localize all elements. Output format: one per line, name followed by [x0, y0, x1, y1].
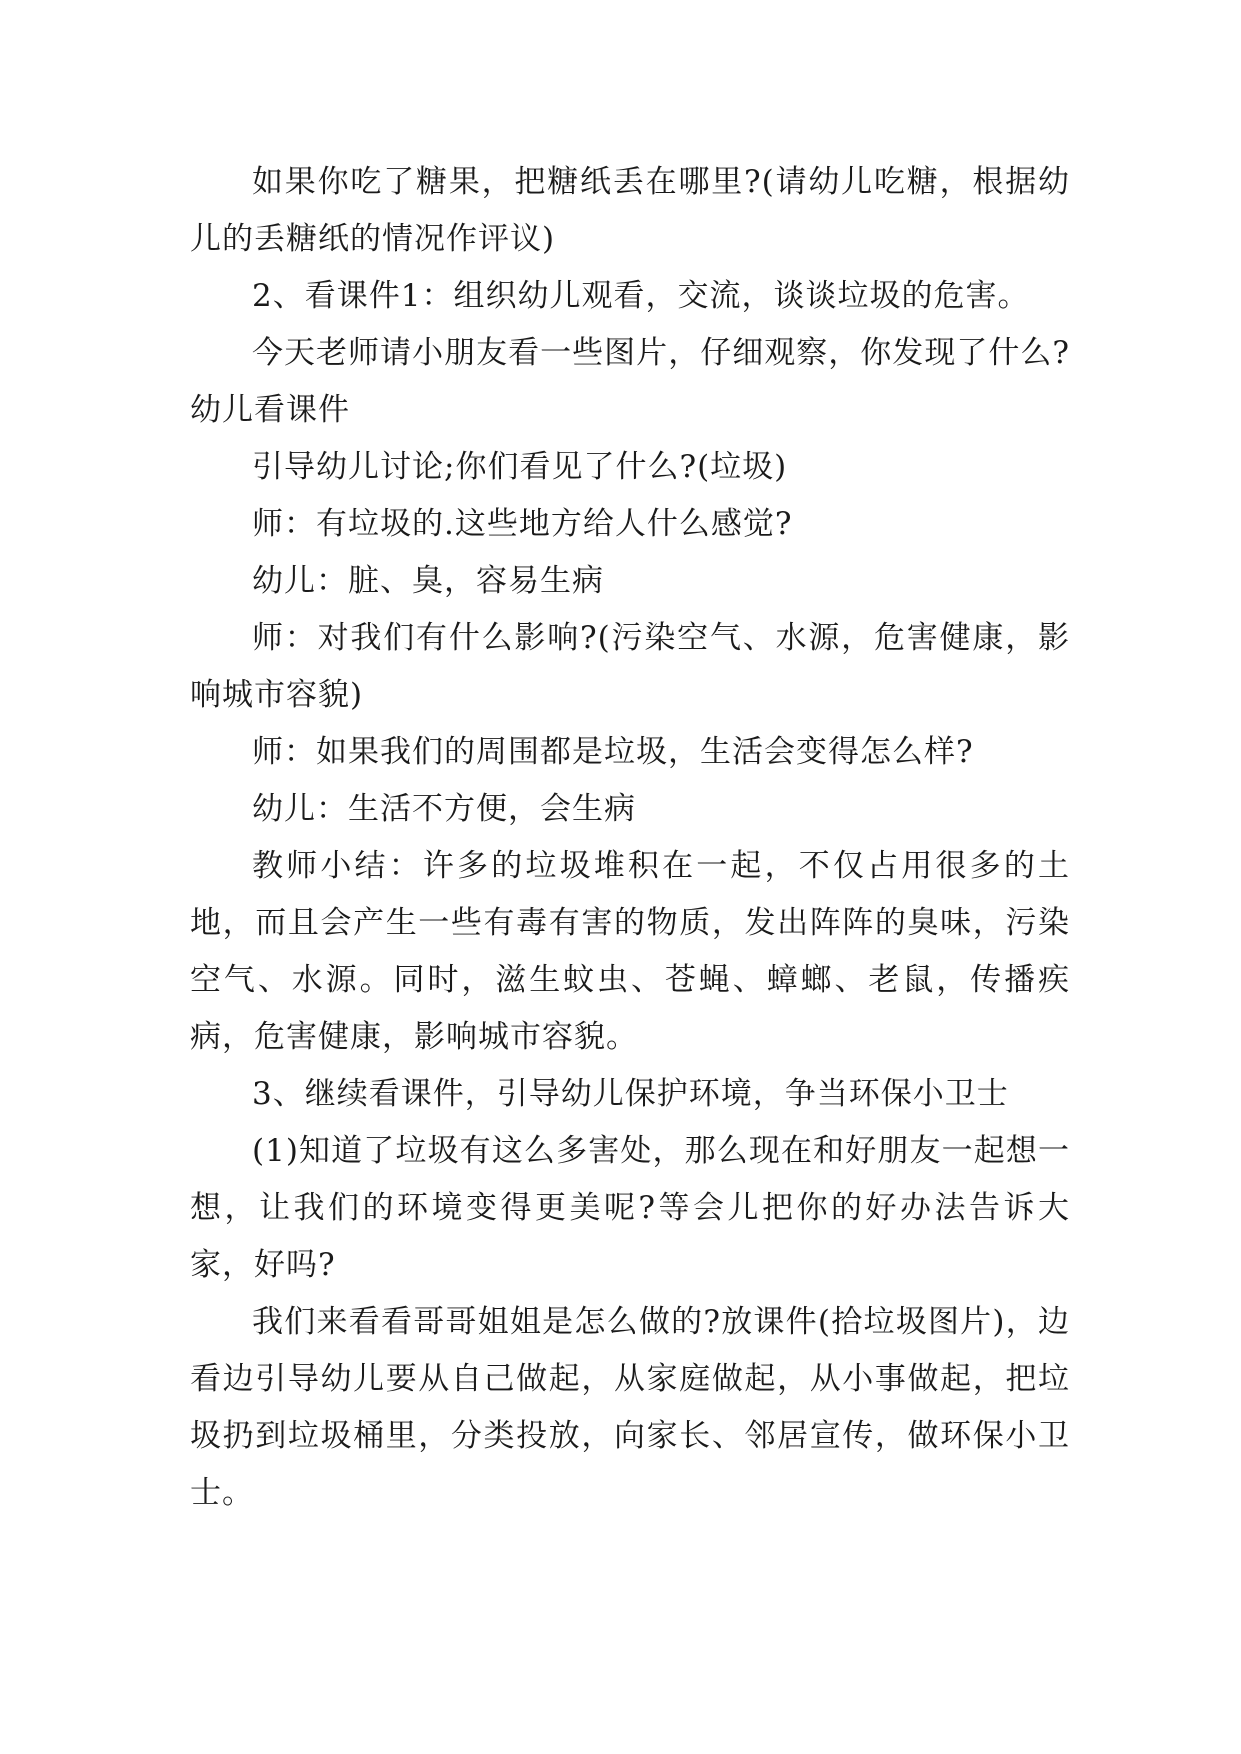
paragraph-teacher-question-impact: 师：对我们有什么影响?(污染空气、水源，危害健康，影响城市容貌)	[190, 620, 1070, 713]
paragraph-teacher-question-surroundings: 师：如果我们的周围都是垃圾，生活会变得怎么样?	[252, 734, 974, 770]
paragraph-child-answer-inconvenient: 幼儿：生活不方便，会生病	[252, 791, 636, 827]
paragraph-courseware-3: 3、继续看课件，引导幼儿保护环境，争当环保小卫士	[252, 1076, 1009, 1112]
paragraph-guide-discussion: 引导幼儿讨论;你们看见了什么?(垃圾)	[252, 449, 788, 485]
paragraph-look-at-pictures: 今天老师请小朋友看一些图片，仔细观察，你发现了什么?幼儿看课件	[190, 335, 1070, 428]
paragraph-good-ideas: (1)知道了垃圾有这么多害处，那么现在和好朋友一起想一想，让我们的环境变得更美呢?等会儿把你的好办法告诉大家，好吗?	[190, 1133, 1070, 1283]
paragraph-candy-wrapper: 如果你吃了糖果，把糖纸丢在哪里?(请幼儿吃糖，根据幼儿的丢糖纸的情况作评议)	[190, 164, 1070, 257]
paragraph-teacher-summary: 教师小结：许多的垃圾堆积在一起，不仅占用很多的土地，而且会产生一些有毒有害的物质，发出阵阵的臭味，污染空气、水源。同时，滋生蚊虫、苍蝇、蟑螂、老鼠，传播疾病，危害健康，影响城市容貌。	[190, 848, 1070, 1055]
paragraph-older-siblings: 我们来看看哥哥姐姐是怎么做的?放课件(拾垃圾图片)，边看边引导幼儿要从自己做起，从家庭做起，从小事做起，把垃圾扔到垃圾桶里，分类投放，向家长、邻居宣传，做环保小卫士。	[190, 1304, 1070, 1511]
paragraph-child-answer-dirty: 幼儿：脏、臭，容易生病	[252, 563, 604, 599]
paragraph-courseware-1: 2、看课件1：组织幼儿观看，交流，谈谈垃圾的危害。	[252, 278, 1030, 314]
paragraph-teacher-question-feeling: 师：有垃圾的.这些地方给人什么感觉?	[252, 506, 793, 542]
document-body	[190, 154, 1070, 1522]
